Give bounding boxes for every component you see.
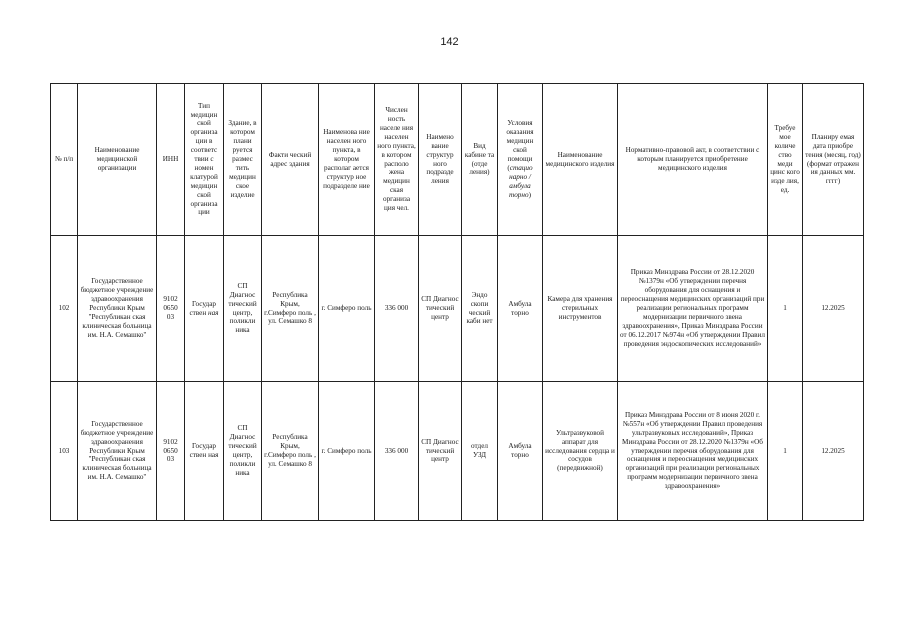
- header-population: Числен ность населе ния населен ного пункта, в котором располо жена медицин ская организа ция чел.: [375, 84, 419, 236]
- medical-equipment-table: [50, 83, 864, 521]
- header-num: № п/п: [51, 84, 78, 236]
- cell-device: Камера для хранения стерильных инструментов: [543, 236, 618, 382]
- header-building: Здание, в котором плани руется размес тить медицин ское изделие: [224, 84, 262, 236]
- header-locality: Наименова ние населен ного пункта, в котором располаг ается структур ное подразделе ние: [319, 84, 375, 236]
- cell-building: СП Диагнос тический центр, поликли ника: [224, 382, 262, 521]
- cell-locality: г. Симферо поль: [319, 382, 375, 521]
- table-row: [51, 236, 864, 382]
- cell-conditions: Амбула торно: [498, 382, 543, 521]
- header-address: Факти ческий адрес здания: [262, 84, 319, 236]
- cell-date: 12.2025: [803, 382, 864, 521]
- header-conditions-italic: стацио нарно / амбула торно: [509, 163, 533, 199]
- header-legal-act: Нормативно-правовой акт, в соответствии с которым планируется приобретение медицинского изделия: [618, 84, 768, 236]
- cell-org-type-text: Государ ствен: [189, 299, 216, 317]
- cell-org-type-text: Государ ствен ная: [189, 442, 219, 459]
- cell-org-type-italic: ная: [208, 308, 219, 317]
- cell-qty: 1: [768, 382, 803, 521]
- cell-org-type: [185, 382, 224, 521]
- cell-inn: 9102 0650 03: [157, 382, 185, 521]
- cell-locality: г. Симферо поль: [319, 236, 375, 382]
- header-cabinet: Вид кабине та (отде ления): [462, 84, 498, 236]
- cell-org-type: [185, 236, 224, 382]
- header-row: [51, 84, 864, 236]
- cell-building: СП Диагнос тический центр, поликли ника: [224, 236, 262, 382]
- cell-org: Государственное бюджетное учреждение здравоохранения Республики Крым "Республикан ская клиническая больница им. Н.А. Семашко": [78, 236, 157, 382]
- cell-address: Республика Крым, г.Симферо поль , ул. Семашко 8: [262, 236, 319, 382]
- cell-population: 336 000: [375, 236, 419, 382]
- header-org: Наименование медицинской организации: [78, 84, 157, 236]
- header-conditions-pre: Условия оказания медицин ской помощи (: [506, 119, 534, 172]
- header-unit: Наимено вание структур ного подразде ления: [419, 84, 462, 236]
- header-qty: Требуе мое количе ство меди цинс кого изде лия, ед.: [768, 84, 803, 236]
- cell-device: Ультразвуковой аппарат для исследования сердца и сосудов (передвижной): [543, 382, 618, 521]
- cell-unit: СП Диагнос тический центр: [419, 236, 462, 382]
- header-conditions: [498, 84, 543, 236]
- cell-legal-act: Приказ Минздрава России от 8 июня 2020 г. №557н «Об утверждении Правил проведения ультразвуковых исследований», Приказ Минздрава России от 28.12.2020 №1379н «Об утверждении перечня оборудования для оснащения и переоснащения медицинских организаций при реализации региональных программ модернизации первичного звена здравоохранения»: [618, 382, 768, 521]
- cell-num: 103: [51, 382, 78, 521]
- cell-address: Республика Крым, г.Симферо поль , ул. Семашко 8: [262, 382, 319, 521]
- cell-cabinet: отдел УЗД: [462, 382, 498, 521]
- table-row: [51, 382, 864, 521]
- page-number: 142: [440, 36, 459, 48]
- header-device: Наименование медицинского изделия: [543, 84, 618, 236]
- cell-org: Государственное бюджетное учреждение здравоохранения Республики Крым "Республикан ская клиническая больница им. Н.А. Семашко": [78, 382, 157, 521]
- cell-cabinet: Эндо скопи ческий каби нет: [462, 236, 498, 382]
- cell-inn: 9102 0650 03: [157, 236, 185, 382]
- cell-population: 336 000: [375, 382, 419, 521]
- cell-conditions: Амбула торно: [498, 236, 543, 382]
- header-inn: ИНН: [157, 84, 185, 236]
- header-org-type: Тип медицин ской организа ции в соответс твии с номен клатурой медицин ской организа ции: [185, 84, 224, 236]
- cell-num: 102: [51, 236, 78, 382]
- cell-unit: СП Диагнос тический центр: [419, 382, 462, 521]
- cell-legal-act: Приказ Минздрава России от 28.12.2020 №1379н «Об утверждении перечня оборудования для оснащения и переоснащения медицинских организаций при реализации региональных программ модернизации первичного звена здравоохранения», Приказ Минздрава России от 06.12.2017 №974н «Об утверждении Правил проведения эндоскопических исследований»: [618, 236, 768, 382]
- cell-qty: 1: [768, 236, 803, 382]
- header-date: Планиру емая дата приобре тения (месяц, год) (формат отражен ия данных мм. гггг): [803, 84, 864, 236]
- header-conditions-post: ): [528, 190, 531, 199]
- cell-date: 12.2025: [803, 236, 864, 382]
